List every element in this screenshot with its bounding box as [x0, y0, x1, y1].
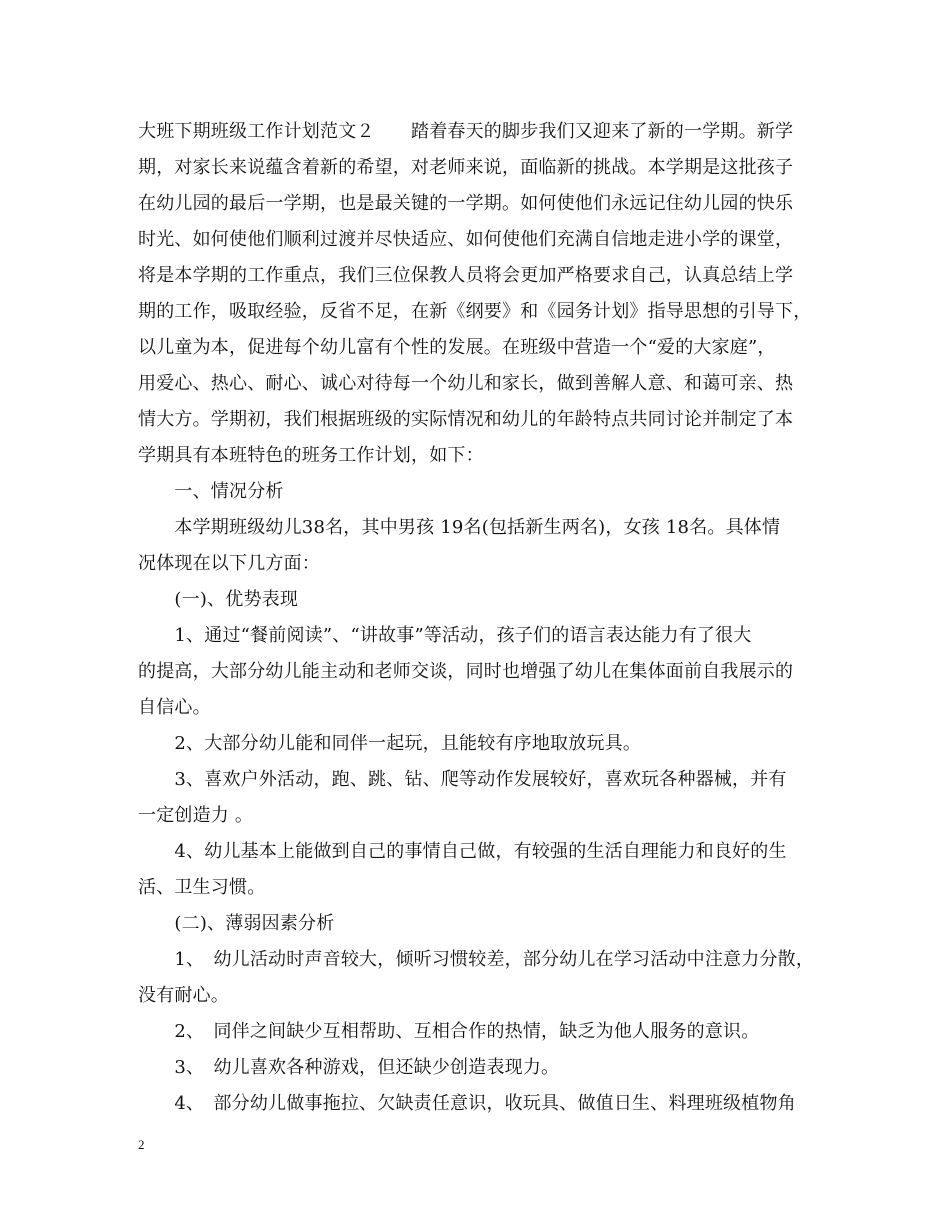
- body-text-line: 在幼儿园的最后一学期，也是最关键的一学期。如何使他们永远记住幼儿园的快乐: [138, 193, 794, 214]
- body-text-line: 用爱心、热心、耐心、诚心对待每一个幼儿和家长，做到善解人意、和蔼可亲、热: [138, 373, 794, 394]
- body-text-line: 大班下期班级工作计划范文２ 踏着春天的脚步我们又迎来了新的一学期。新学: [138, 121, 794, 142]
- body-text-line: 将是本学期的工作重点，我们三位保教人员将会更加严格要求自己，认真总结上学: [138, 265, 794, 286]
- body-text-line: 时光、如何使他们顺利过渡并尽快适应、如何使他们充满自信地走进小学的课堂，: [138, 229, 794, 250]
- body-text-line: 学期具有本班特色的班务工作计划，如下：: [138, 445, 484, 466]
- body-text-line: 一定创造力 。: [138, 805, 254, 826]
- page-number: 2: [138, 1137, 145, 1152]
- subsection-heading: (一)、优势表现: [138, 589, 299, 610]
- list-item-line: 1、 幼儿活动时声音较大，倾听习惯较差，部分幼儿在学习活动中注意力分散，: [138, 949, 815, 970]
- body-text-line: 的提高，大部分幼儿能主动和老师交谈，同时也增强了幼儿在集体面前自我展示的: [138, 661, 794, 682]
- body-text-line: 以儿童为本，促进每个幼儿富有个性的发展。在班级中营造一个“爱的大家庭”，: [138, 337, 776, 358]
- list-item-line: 3、喜欢户外活动，跑、跳、钻、爬等动作发展较好，喜欢玩各种器械，并有: [138, 769, 787, 790]
- body-text-line: 期的工作，吸取经验，反省不足，在新《纲要》和《园务计划》指导思想的引导下，: [138, 301, 812, 322]
- body-text-line: 情大方。学期初，我们根据班级的实际情况和幼儿的年龄特点共同讨论并制定了本: [138, 409, 794, 430]
- list-item-line: 1、通过“餐前阅读”、“讲故事”等活动，孩子们的语言表达能力有了很大: [138, 625, 752, 646]
- section-heading: 一、情况分析: [138, 481, 284, 502]
- list-item-line: 3、 幼儿喜欢各种游戏，但还缺少创造表现力。: [138, 1057, 560, 1078]
- body-text-line: 本学期班级幼儿38名，其中男孩 19名(包括新生两名)，女孩 18名。具体情: [138, 517, 781, 538]
- body-text-line: 没有耐心。: [138, 985, 229, 1006]
- body-text-line: 况体现在以下几方面：: [138, 553, 320, 574]
- subsection-heading: (二)、薄弱因素分析: [138, 913, 335, 934]
- body-text-line: 活、卫生习惯。: [138, 877, 266, 898]
- list-item-line: 4、幼儿基本上能做到自己的事情自己做，有较强的生活自理能力和良好的生: [138, 841, 787, 862]
- body-text-line: 期，对家长来说蕴含着新的希望，对老师来说，面临新的挑战。本学期是这批孩子: [138, 157, 794, 178]
- list-item-line: 2、大部分幼儿能和同伴一起玩，且能较有序地取放玩具。: [138, 733, 642, 754]
- body-text-line: 自信心。: [138, 697, 211, 718]
- list-item-line: 4、 部分幼儿做事拖拉、欠缺责任意识，收玩具、做值日生、料理班级植物角: [138, 1093, 796, 1114]
- list-item-line: 2、 同伴之间缺少互相帮助、互相合作的热情，缺乏为他人服务的意识。: [138, 1021, 760, 1042]
